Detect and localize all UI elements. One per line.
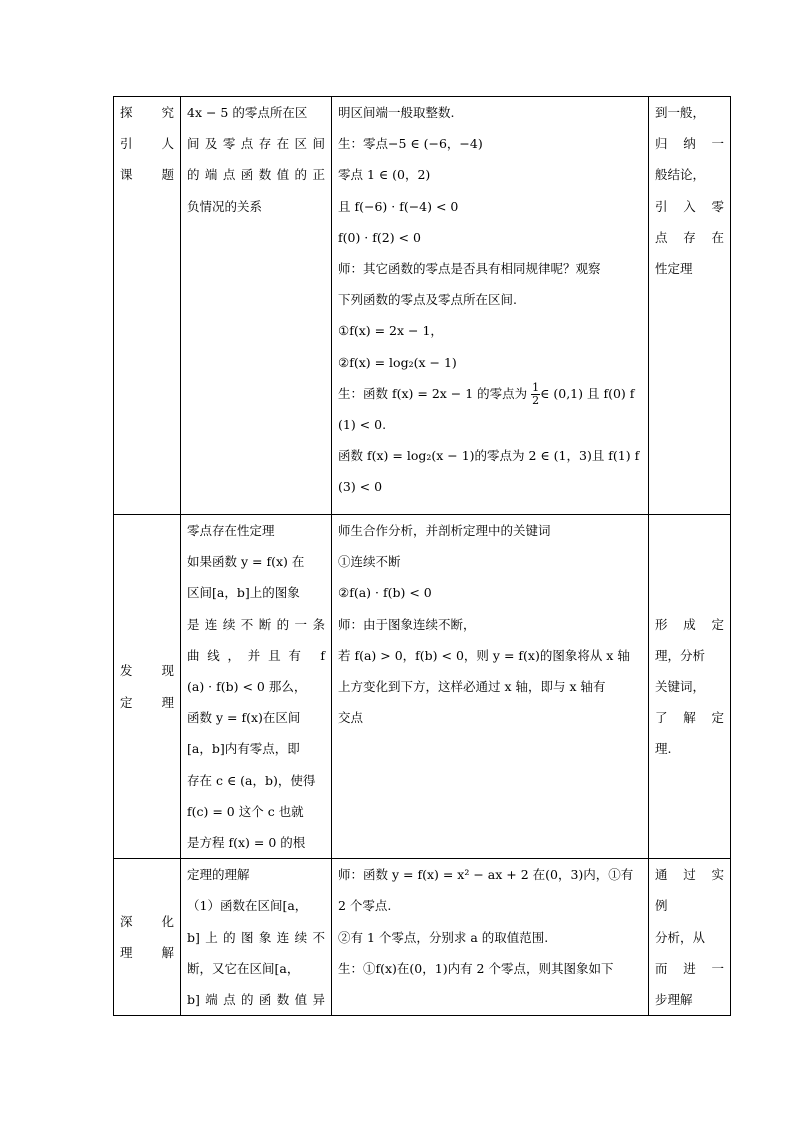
content-line: 负情况的关系 — [187, 198, 263, 214]
activity-line: ②f(x) = log₂(x − 1) — [338, 354, 457, 370]
intent-line: 步理解 — [655, 992, 693, 1008]
content-line: 区间[a，b]上的图象 — [187, 585, 300, 601]
intent-line: 形成定 — [655, 616, 724, 632]
activity-text: ∈ (0,1) 且 f(0) f — [540, 385, 635, 401]
activity-line: ①连续不断 — [338, 554, 401, 570]
content-line: 函数 y = f(x)在区间 — [187, 710, 301, 726]
table-row — [114, 515, 731, 859]
content-line: 断，又它在区间[a， — [187, 960, 300, 976]
intent-cell — [649, 515, 731, 859]
intent-line: 理. — [655, 741, 672, 757]
intent-line: 分析，从 — [655, 929, 706, 945]
content-line: （1）函数在区间[a， — [187, 898, 308, 914]
intent-line: 点存在 — [655, 229, 724, 245]
activity-line: (3) < 0 — [338, 479, 383, 495]
content-line: [a，b]内有零点，即 — [187, 741, 300, 757]
content-line: 的端点函数值的正 — [187, 167, 325, 183]
stage-line: 理解 — [120, 945, 174, 961]
stage-cell — [114, 515, 181, 859]
content-line: 是方程 f(x) = 0 的根 — [187, 835, 306, 851]
activity-line: 2 个零点. — [338, 898, 392, 914]
stage-line: 发 现 — [120, 663, 174, 679]
lesson-plan-table — [113, 96, 731, 1016]
content-cell — [181, 515, 332, 859]
activity-line: 师：由于图象连续不断， — [338, 616, 476, 632]
activity-line: 师：函数 y = f(x) = x² − ax + 2 在(0，3)内，①有 — [338, 867, 634, 883]
content-line: f(c) = 0 这个 c 也就 — [187, 803, 304, 819]
activity-line: ②有 1 个零点，分别求 a 的取值范围. — [338, 929, 549, 945]
stage-line: 定理 — [120, 694, 174, 710]
activity-line: 师：其它函数的零点是否具有相同规律呢？观察 — [338, 261, 601, 277]
fraction — [531, 382, 540, 407]
stage-line: 深 化 — [120, 914, 174, 930]
activity-text: 生：函数 f(x) = 2x − 1 的零点为 — [338, 385, 532, 401]
intent-line: 通过实 — [655, 867, 724, 883]
intent-line: 例 — [655, 898, 668, 914]
stage-cell — [114, 97, 181, 515]
intent-line: 归纳一 — [655, 136, 724, 152]
stage-line: 探 究 — [120, 105, 174, 120]
activity-line: 且 f(−6) · f(−4) < 0 — [338, 198, 459, 214]
activity-line: 交点 — [338, 710, 364, 726]
activity-line: 下列函数的零点及零点所在区间. — [338, 292, 517, 308]
intent-line: 理，分析 — [655, 647, 706, 663]
intent-line: 般结论， — [655, 167, 706, 183]
activity-line: 上方变化到下方，这样必通过 x 轴，即与 x 轴有 — [338, 679, 606, 695]
activity-line-with-fraction — [338, 378, 642, 409]
content-line: b]上的图象连续不 — [187, 929, 325, 945]
activity-line: ①f(x) = 2x − 1， — [338, 323, 443, 339]
intent-line: 引入零 — [655, 198, 724, 214]
activity-cell — [332, 859, 649, 1016]
activity-line: 零点 1 ∈ (0，2) — [338, 167, 431, 183]
activity-line: 生：①f(x)在(0，1)内有 2 个零点，则其图象如下 — [338, 960, 614, 976]
content-line: 零点存在性定理 — [187, 523, 275, 538]
content-cell — [181, 97, 332, 515]
content-line: 如果函数 y = f(x) 在 — [187, 554, 305, 570]
intent-line: 关键词， — [655, 679, 706, 695]
intent-line: 了解定 — [655, 710, 724, 726]
stage-line: 引 人 — [120, 136, 174, 152]
content-line: 间及零点存在区间 — [187, 136, 325, 152]
intent-cell — [649, 859, 731, 1016]
content-line: b]端点的函数值异 — [187, 992, 325, 1008]
content-line: 是连续不断的一条 — [187, 616, 325, 632]
content-line: 存在 c ∈ (a，b)，使得 — [187, 772, 316, 788]
content-line: (a) · f(b) < 0 那么， — [187, 679, 307, 695]
activity-cell — [332, 97, 649, 515]
activity-line: (1) < 0. — [338, 417, 387, 433]
intent-line: 性定理 — [655, 261, 693, 277]
fraction-denominator: 2 — [532, 393, 540, 407]
intent-cell — [649, 97, 731, 515]
stage-line: 课题 — [120, 167, 174, 183]
fraction-numerator: 1 — [532, 380, 540, 394]
content-line: 定理的理解 — [187, 867, 250, 883]
content-line: 曲线，并且有 f — [187, 647, 325, 663]
table-row — [114, 97, 731, 515]
stage-cell — [114, 859, 181, 1016]
activity-line: 若 f(a) > 0，f(b) < 0，则 y = f(x)的图象将从 x 轴 — [338, 647, 630, 663]
activity-line: 函数 f(x) = log₂(x − 1)的零点为 2 ∈ (1，3)且 f(1) f — [338, 448, 640, 464]
activity-cell — [332, 515, 649, 859]
activity-line: ②f(a) · f(b) < 0 — [338, 585, 432, 601]
table-row — [114, 859, 731, 1016]
activity-line: 师生合作分析，并剖析定理中的关键词 — [338, 523, 551, 538]
intent-line: 到一般， — [655, 105, 706, 120]
intent-line: 而进一 — [655, 960, 724, 976]
activity-line: 明区间端一般取整数. — [338, 105, 455, 120]
content-line: 4x − 5 的零点所在区 — [187, 105, 308, 120]
activity-line: f(0) · f(2) < 0 — [338, 229, 421, 245]
activity-line: 生：零点−5 ∈ (−6，−4) — [338, 136, 483, 152]
content-cell — [181, 859, 332, 1016]
